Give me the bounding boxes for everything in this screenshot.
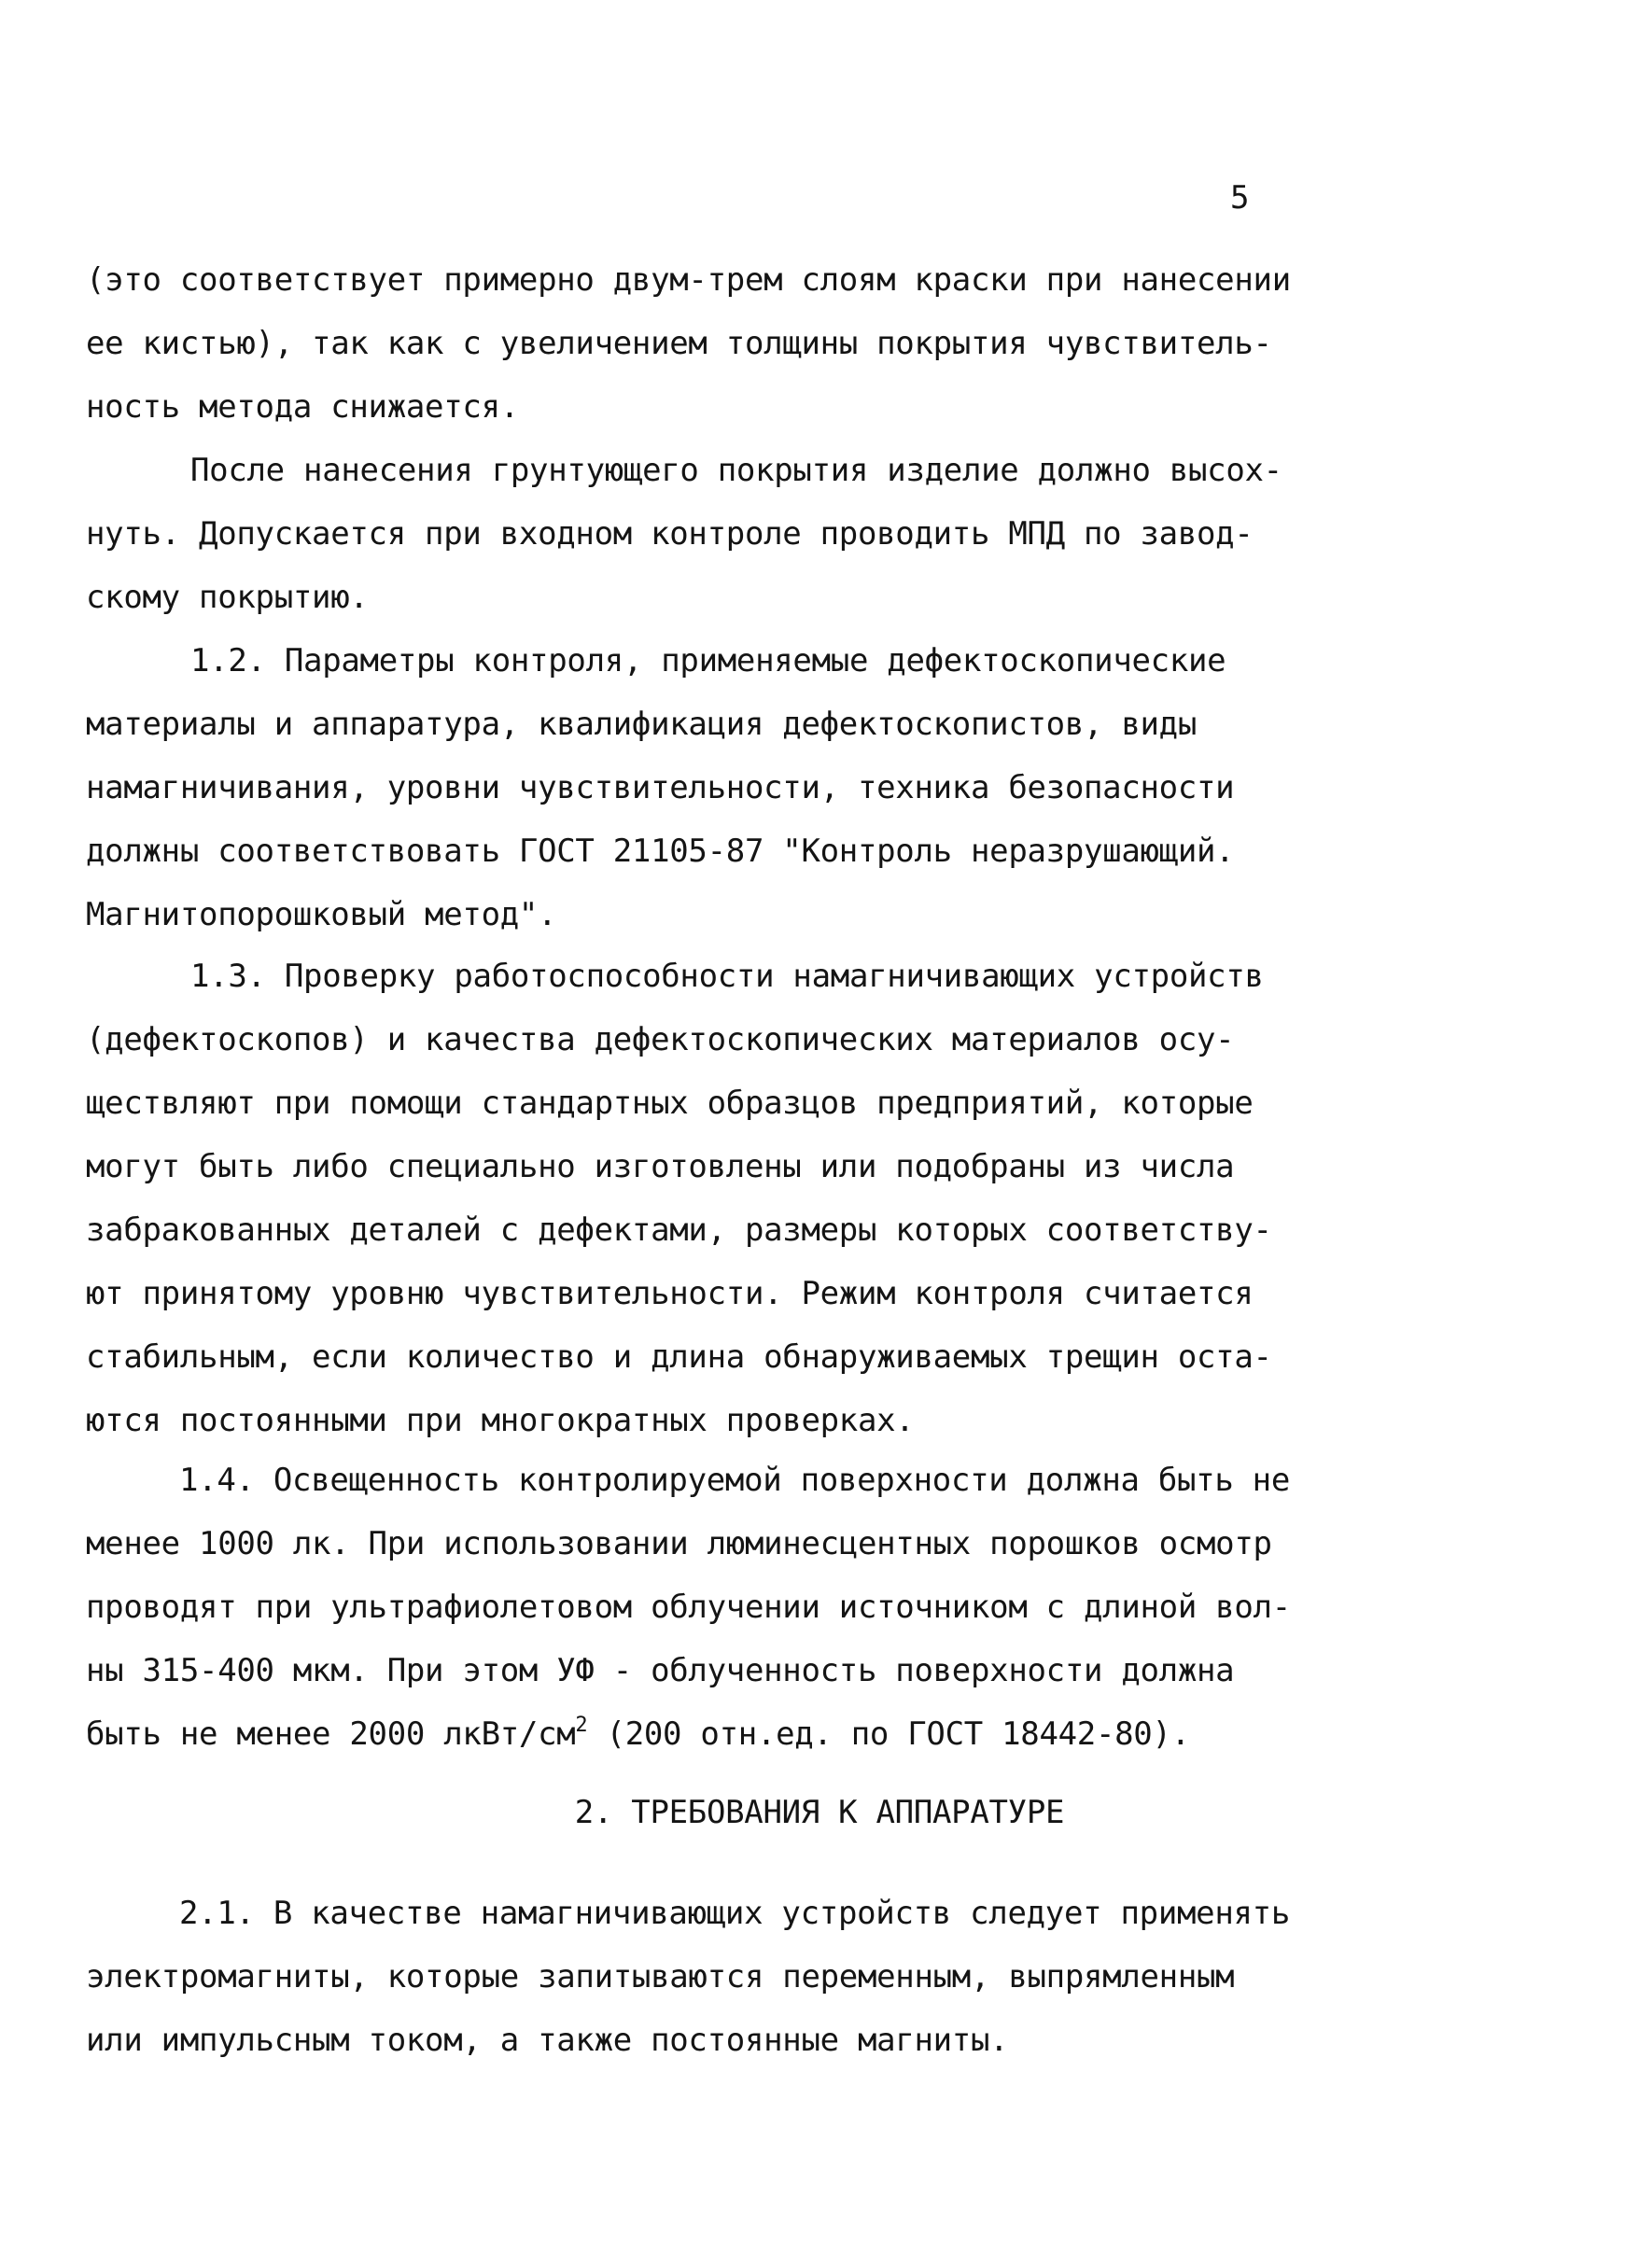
- text-line: 1.4. Освещенность контролируемой поверхности должна быть не: [179, 1462, 1291, 1499]
- paragraph-2: [86, 439, 1318, 629]
- text-line: 2.1. В качестве намагничивающих устройств следует применять: [179, 1895, 1291, 1932]
- text-line: нуть. Допускается при входном контроле проводить МПД по завод-: [86, 515, 1254, 553]
- text-line: скому покрытию.: [86, 579, 369, 616]
- paragraph-2-1: [86, 1882, 1318, 2072]
- text-line: ществляют при помощи стандартных образцов предприятий, которые: [86, 1085, 1254, 1122]
- section-heading: 2. ТРЕБОВАНИЯ К АППАРАТУРЕ: [574, 1794, 1065, 1831]
- text-line: забракованных деталей с дефектами, размеры которых соответству-: [86, 1211, 1272, 1249]
- text-line: ность метода снижается.: [86, 388, 519, 426]
- paragraph-1-2: [86, 629, 1318, 946]
- text-segment: (200 отн.ед. по ГОСТ 18442-80).: [587, 1715, 1190, 1753]
- paragraph-1: [86, 248, 1318, 439]
- paragraph-1-3: [86, 945, 1318, 1452]
- text-line: 1.2. Параметры контроля, применяемые дефектоскопические: [190, 642, 1226, 679]
- text-line: проводят при ультрафиолетовом облучении источником с длиной вол-: [86, 1589, 1291, 1626]
- text-line: (это соответствует примерно двум-трем слоям краски при нанесении: [86, 261, 1291, 299]
- page-number: 5: [1230, 179, 1250, 217]
- text-line: ее кистью), так как с увеличением толщины покрытия чувствитель-: [86, 325, 1272, 362]
- text-line: (дефектоскопов) и качества дефектоскопических материалов осу-: [86, 1021, 1235, 1058]
- text-line: стабильным, если количество и длина обнаруживаемых трещин оста-: [86, 1338, 1272, 1376]
- text-line: ны 315-400 мкм. При этом УФ - облученность поверхности должна: [86, 1652, 1235, 1689]
- text-line: ются постоянными при многократных проверках.: [86, 1402, 915, 1439]
- text-line: 1.3. Проверку работоспособности намагничивающих устройств: [190, 958, 1264, 995]
- text-line-with-superscript: [86, 1702, 1318, 1766]
- text-segment: быть не менее 2000 лкВт/см: [86, 1715, 576, 1753]
- text-line: электромагниты, которые запитываются переменным, выпрямленным: [86, 1958, 1235, 1995]
- text-line: ют принятому уровню чувствительности. Режим контроля считается: [86, 1275, 1254, 1312]
- text-line: менее 1000 лк. При использовании люминесцентных порошков осмотр: [86, 1525, 1272, 1562]
- text-line: должны соответствовать ГОСТ 21105-87 "Контроль неразрушающий.: [86, 833, 1235, 870]
- paragraph-1-4: [86, 1449, 1318, 1766]
- text-line: могут быть либо специально изготовлены или подобраны из числа: [86, 1148, 1235, 1185]
- text-line: Магнитопорошковый метод".: [86, 896, 557, 933]
- text-line: намагничивания, уровни чувствительности, техника безопасности: [86, 769, 1235, 806]
- text-line: материалы и аппаратура, квалификация дефектоскопистов, виды: [86, 706, 1198, 743]
- text-line: После нанесения грунтующего покрытия изделие должно высох-: [190, 452, 1282, 489]
- text-line: или импульсным током, а также постоянные магниты.: [86, 2022, 1009, 2059]
- superscript: 2: [575, 1714, 588, 1737]
